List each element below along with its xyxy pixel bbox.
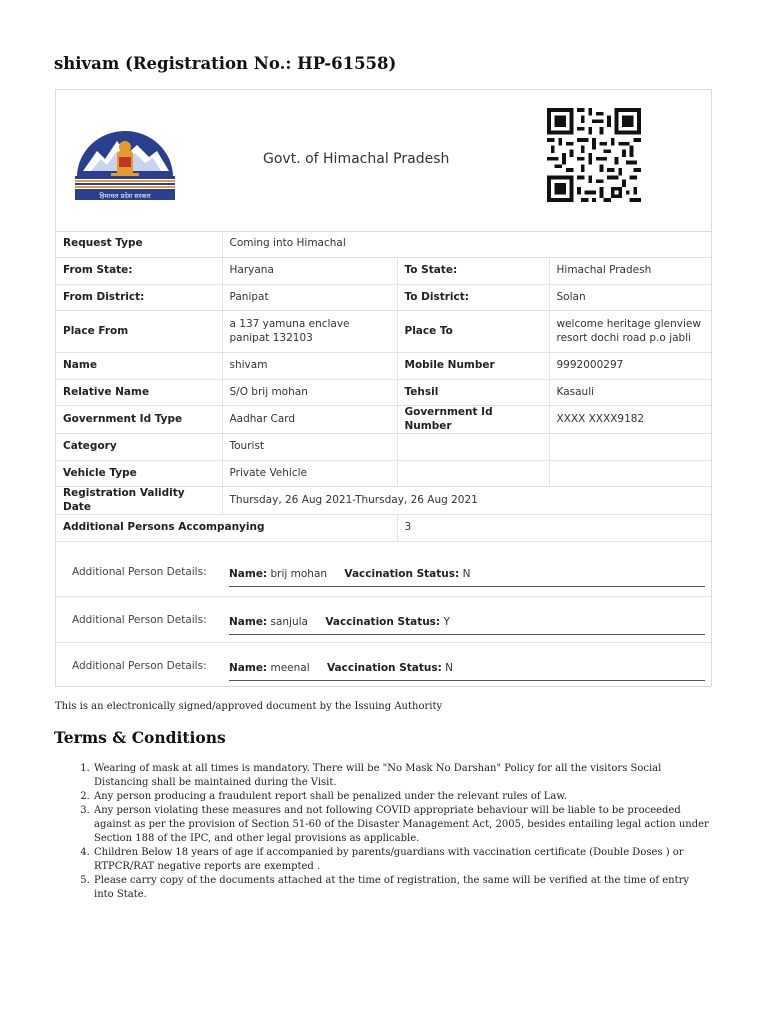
to-district-value: Solan — [549, 284, 711, 311]
person-name: sanjula — [270, 615, 308, 628]
vaccination-status-label: Vaccination Status: — [326, 662, 442, 674]
validity-label: Registration Validity Date — [56, 487, 222, 515]
from-district-value: Panipat — [222, 284, 397, 311]
government-title: Govt. of Himachal Pradesh — [263, 151, 450, 167]
permit-card — [55, 89, 712, 687]
place-from-value: a 137 yamuna enclave panipat 132103 — [222, 311, 397, 353]
table-row — [56, 258, 711, 285]
category-label: Category — [56, 434, 222, 461]
request-type-value: Coming into Himachal — [222, 231, 711, 258]
terms-item: 1. Wearing of mask at all times is mandatory. There will be "No Mask No Darshan" Policy for all the visitors Social Distancing shall be maintained during the Visit. — [93, 762, 710, 790]
permit-header — [56, 90, 711, 232]
gov-id-type-label: Government Id Type — [56, 406, 222, 434]
from-state-label: From State: — [56, 258, 222, 285]
registration-details-table — [56, 231, 711, 542]
terms-item: 3. Any person violating these measures and not following COVID appropriate behaviour will be liable to be proceeded against as per the provision of Section 51-60 of the Disaster Management Act, 2005, besides entailing legal action under Section 188 of the IPC, and other legal provisions as applicable. — [93, 804, 710, 846]
to-district-label: To District: — [397, 284, 549, 311]
table-row — [56, 487, 711, 515]
list-item — [56, 549, 711, 596]
gov-id-number-value: XXXX XXXX9182 — [549, 406, 711, 434]
terms-item: 2. Any person producing a fraudulent report shall be penalized under the relevant rules of Law. — [93, 790, 710, 804]
person-detail — [229, 568, 705, 587]
empty-cell — [397, 460, 549, 487]
category-value: Tourist — [222, 434, 397, 461]
table-row — [56, 460, 711, 487]
page-title: shivam (Registration No.: HP-61558) — [54, 54, 397, 73]
request-type-label: Request Type — [56, 231, 222, 258]
place-to-value: welcome heritage glenview resort dochi road p.o jabli — [549, 311, 711, 353]
from-district-label: From District: — [56, 284, 222, 311]
additional-persons-list — [56, 549, 711, 689]
vehicle-type-label: Vehicle Type — [56, 460, 222, 487]
list-item — [56, 596, 711, 643]
terms-list — [56, 762, 710, 902]
from-state-value: Haryana — [222, 258, 397, 285]
place-from-label: Place From — [56, 311, 222, 353]
person-name: meenal — [270, 662, 310, 674]
table-row — [56, 434, 711, 461]
vaccination-status: N — [445, 662, 454, 674]
tehsil-label: Tehsil — [397, 379, 549, 406]
person-details-label: Additional Person Details: — [72, 613, 207, 626]
table-row — [56, 406, 711, 434]
empty-cell — [549, 434, 711, 461]
tehsil-value: Kasauli — [549, 379, 711, 406]
additional-persons-label: Additional Persons Accompanying — [56, 515, 397, 542]
person-detail — [229, 616, 705, 635]
to-state-label: To State: — [397, 258, 549, 285]
esign-note: This is an electronically signed/approved document by the Issuing Authority — [55, 701, 443, 712]
list-item — [56, 642, 711, 689]
vaccination-status: N — [462, 568, 471, 580]
additional-persons-count: 3 — [397, 515, 711, 542]
relative-name-label: Relative Name — [56, 379, 222, 406]
person-details-label: Additional Person Details: — [72, 660, 207, 672]
table-row — [56, 231, 711, 258]
terms-item: 5. Please carry copy of the documents attached at the time of registration, the same will be verified at the time of entry into State. — [93, 874, 710, 902]
person-name-label: Name: — [229, 662, 268, 674]
vaccination-status: Y — [443, 615, 450, 628]
gov-id-number-label: Government Id Number — [397, 406, 549, 434]
empty-cell — [397, 434, 549, 461]
qr-code-icon — [545, 108, 643, 202]
vehicle-type-value: Private Vehicle — [222, 460, 397, 487]
empty-cell — [549, 460, 711, 487]
person-detail — [229, 662, 705, 681]
table-row — [56, 515, 711, 542]
to-state-value: Himachal Pradesh — [549, 258, 711, 285]
terms-title: Terms & Conditions — [54, 728, 226, 747]
emblem-caption: हिमाचल प्रदेश सरकार — [99, 192, 151, 200]
table-row — [56, 379, 711, 406]
terms-item: 4. Children Below 18 years of age if accompanied by parents/guardians with vaccination certificate (Double Doses ) or RTPCR/RAT negative reports are exempted . — [93, 846, 710, 874]
table-row — [56, 284, 711, 311]
person-details-label: Additional Person Details: — [72, 566, 207, 578]
table-row — [56, 353, 711, 380]
gov-id-type-value: Aadhar Card — [222, 406, 397, 434]
person-name: brij mohan — [270, 568, 328, 580]
mobile-value: 9992000297 — [549, 353, 711, 380]
himachal-emblem-icon — [73, 127, 177, 201]
person-name-label: Name: — [229, 615, 268, 628]
name-value: shivam — [222, 353, 397, 380]
vaccination-status-label: Vaccination Status: — [325, 615, 441, 628]
place-to-label: Place To — [397, 311, 549, 353]
relative-name-value: S/O brij mohan — [222, 379, 397, 406]
vaccination-status-label: Vaccination Status: — [344, 568, 460, 580]
name-label: Name — [56, 353, 222, 380]
validity-value: Thursday, 26 Aug 2021-Thursday, 26 Aug 2021 — [222, 487, 711, 515]
table-row — [56, 311, 711, 353]
person-name-label: Name: — [229, 568, 268, 580]
mobile-label: Mobile Number — [397, 353, 549, 380]
